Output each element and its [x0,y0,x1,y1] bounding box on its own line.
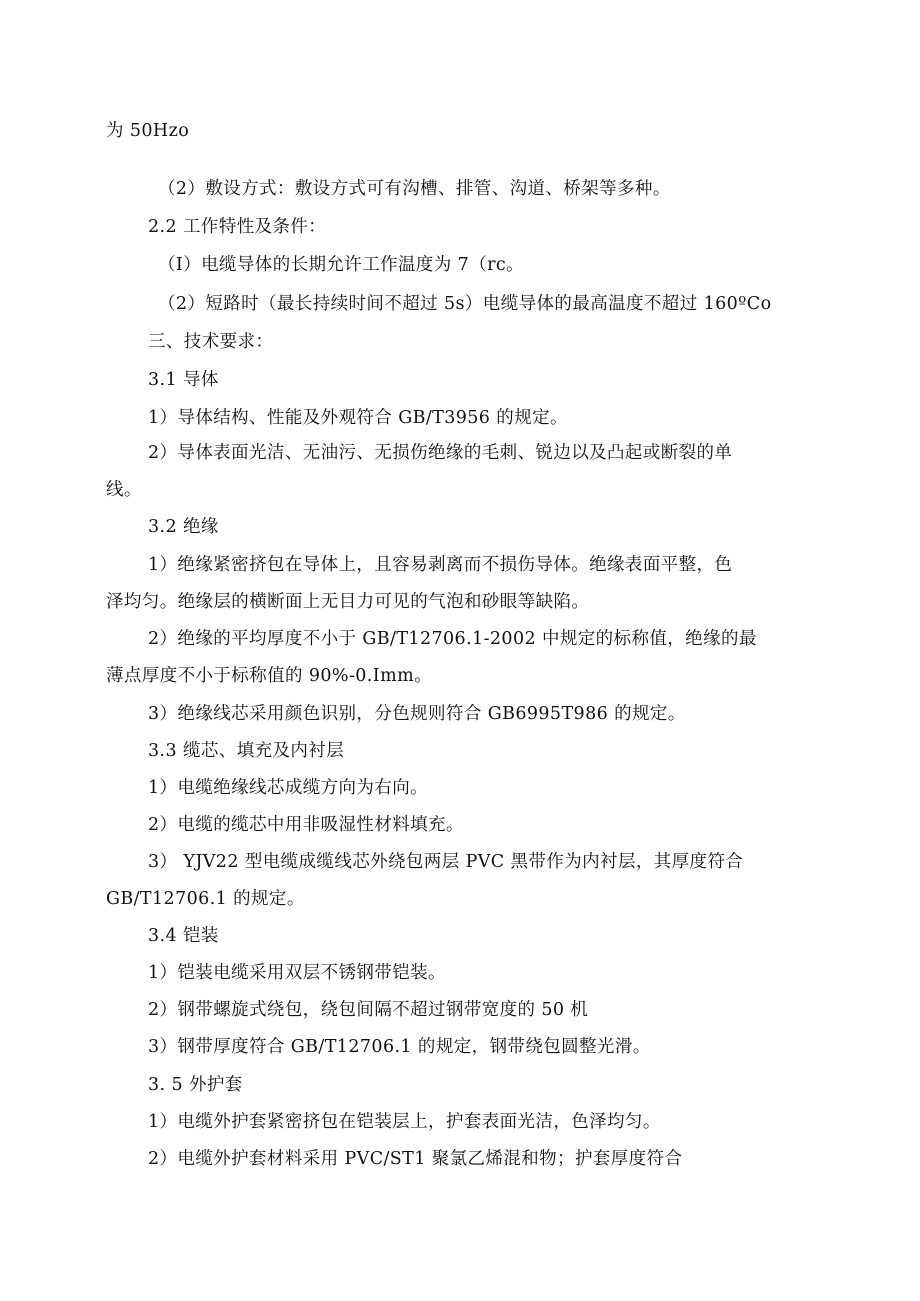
text-line-15: 薄点厚度不小于标称值的 90%-0.Imm。 [106,666,432,686]
text-line-10: 线。 [106,480,142,500]
text-line-20: 3） YJV22 型电缆成缆线芯外绕包两层 PVC 黑带作为内衬层，其厚度符合 [148,852,744,872]
text-line-23: 1）铠装电缆采用双层不锈钢带铠装。 [148,963,446,983]
section-heading-3-3: 3.3 缆芯、填充及内衬层 [148,741,345,761]
section-heading-3-4: 3.4 铠装 [148,926,219,946]
section-heading-2-2: 2.2 工作特性及条件： [148,217,327,237]
text-line-9: 2）导体表面光洁、无油污、无损伤绝缘的毛刺、锐边以及凸起或断裂的单 [148,443,733,463]
section-heading-3-5: 3. 5 外护套 [148,1075,243,1095]
text-line-16: 3）绝缘线芯采用颜色识别，分色规则符合 GB6995T986 的规定。 [148,704,686,724]
text-line-25: 3）钢带厚度符合 GB/T12706.1 的规定，钢带绕包圆整光滑。 [148,1037,651,1057]
text-line-13: 泽均匀。绝缘层的横断面上无目力可见的气泡和砂眼等缺陷。 [106,592,590,612]
text-line-5: （2）短路时（最长持续时间不超过 5s）电缆导体的最高温度不超过 160ºCo [158,294,772,314]
text-line-19: 2）电缆的缆芯中用非吸湿性材料填充。 [148,815,464,835]
text-line-14: 2）绝缘的平均厚度不小于 GB/T12706.1-2002 中规定的标称值，绝缘的最 [148,629,757,649]
text-line-24: 2）钢带螺旋式绕包，绕包间隔不超过钢带宽度的 50 机 [148,1000,589,1020]
text-line-28: 2）电缆外护套材料采用 PVC/ST1 聚氯乙烯混和物；护套厚度符合 [148,1149,683,1169]
text-line-27: 1）电缆外护套紧密挤包在铠装层上，护套表面光洁，色泽均匀。 [148,1112,661,1132]
text-line-1: 为 50Hzo [106,121,190,141]
text-line-4: （I）电缆导体的长期允许工作温度为 7（rc。 [158,255,524,275]
text-line-8: 1）导体结构、性能及外观符合 GB/T3956 的规定。 [148,408,568,428]
section-heading-3-2: 3.2 绝缘 [148,517,219,537]
text-line-2: （2）敷设方式：敷设方式可有沟槽、排管、沟道、桥架等多种。 [158,179,671,199]
text-line-12: 1）绝缘紧密挤包在导体上，且容易剥离而不损伤导体。绝缘表面平整，色 [148,555,733,575]
text-line-21: GB/T12706.1 的规定。 [106,889,305,909]
section-heading-3-1: 3.1 导体 [148,370,219,390]
text-line-18: 1）电缆绝缘线芯成缆方向为右向。 [148,778,429,798]
section-heading-3: 三、技术要求： [148,332,274,352]
